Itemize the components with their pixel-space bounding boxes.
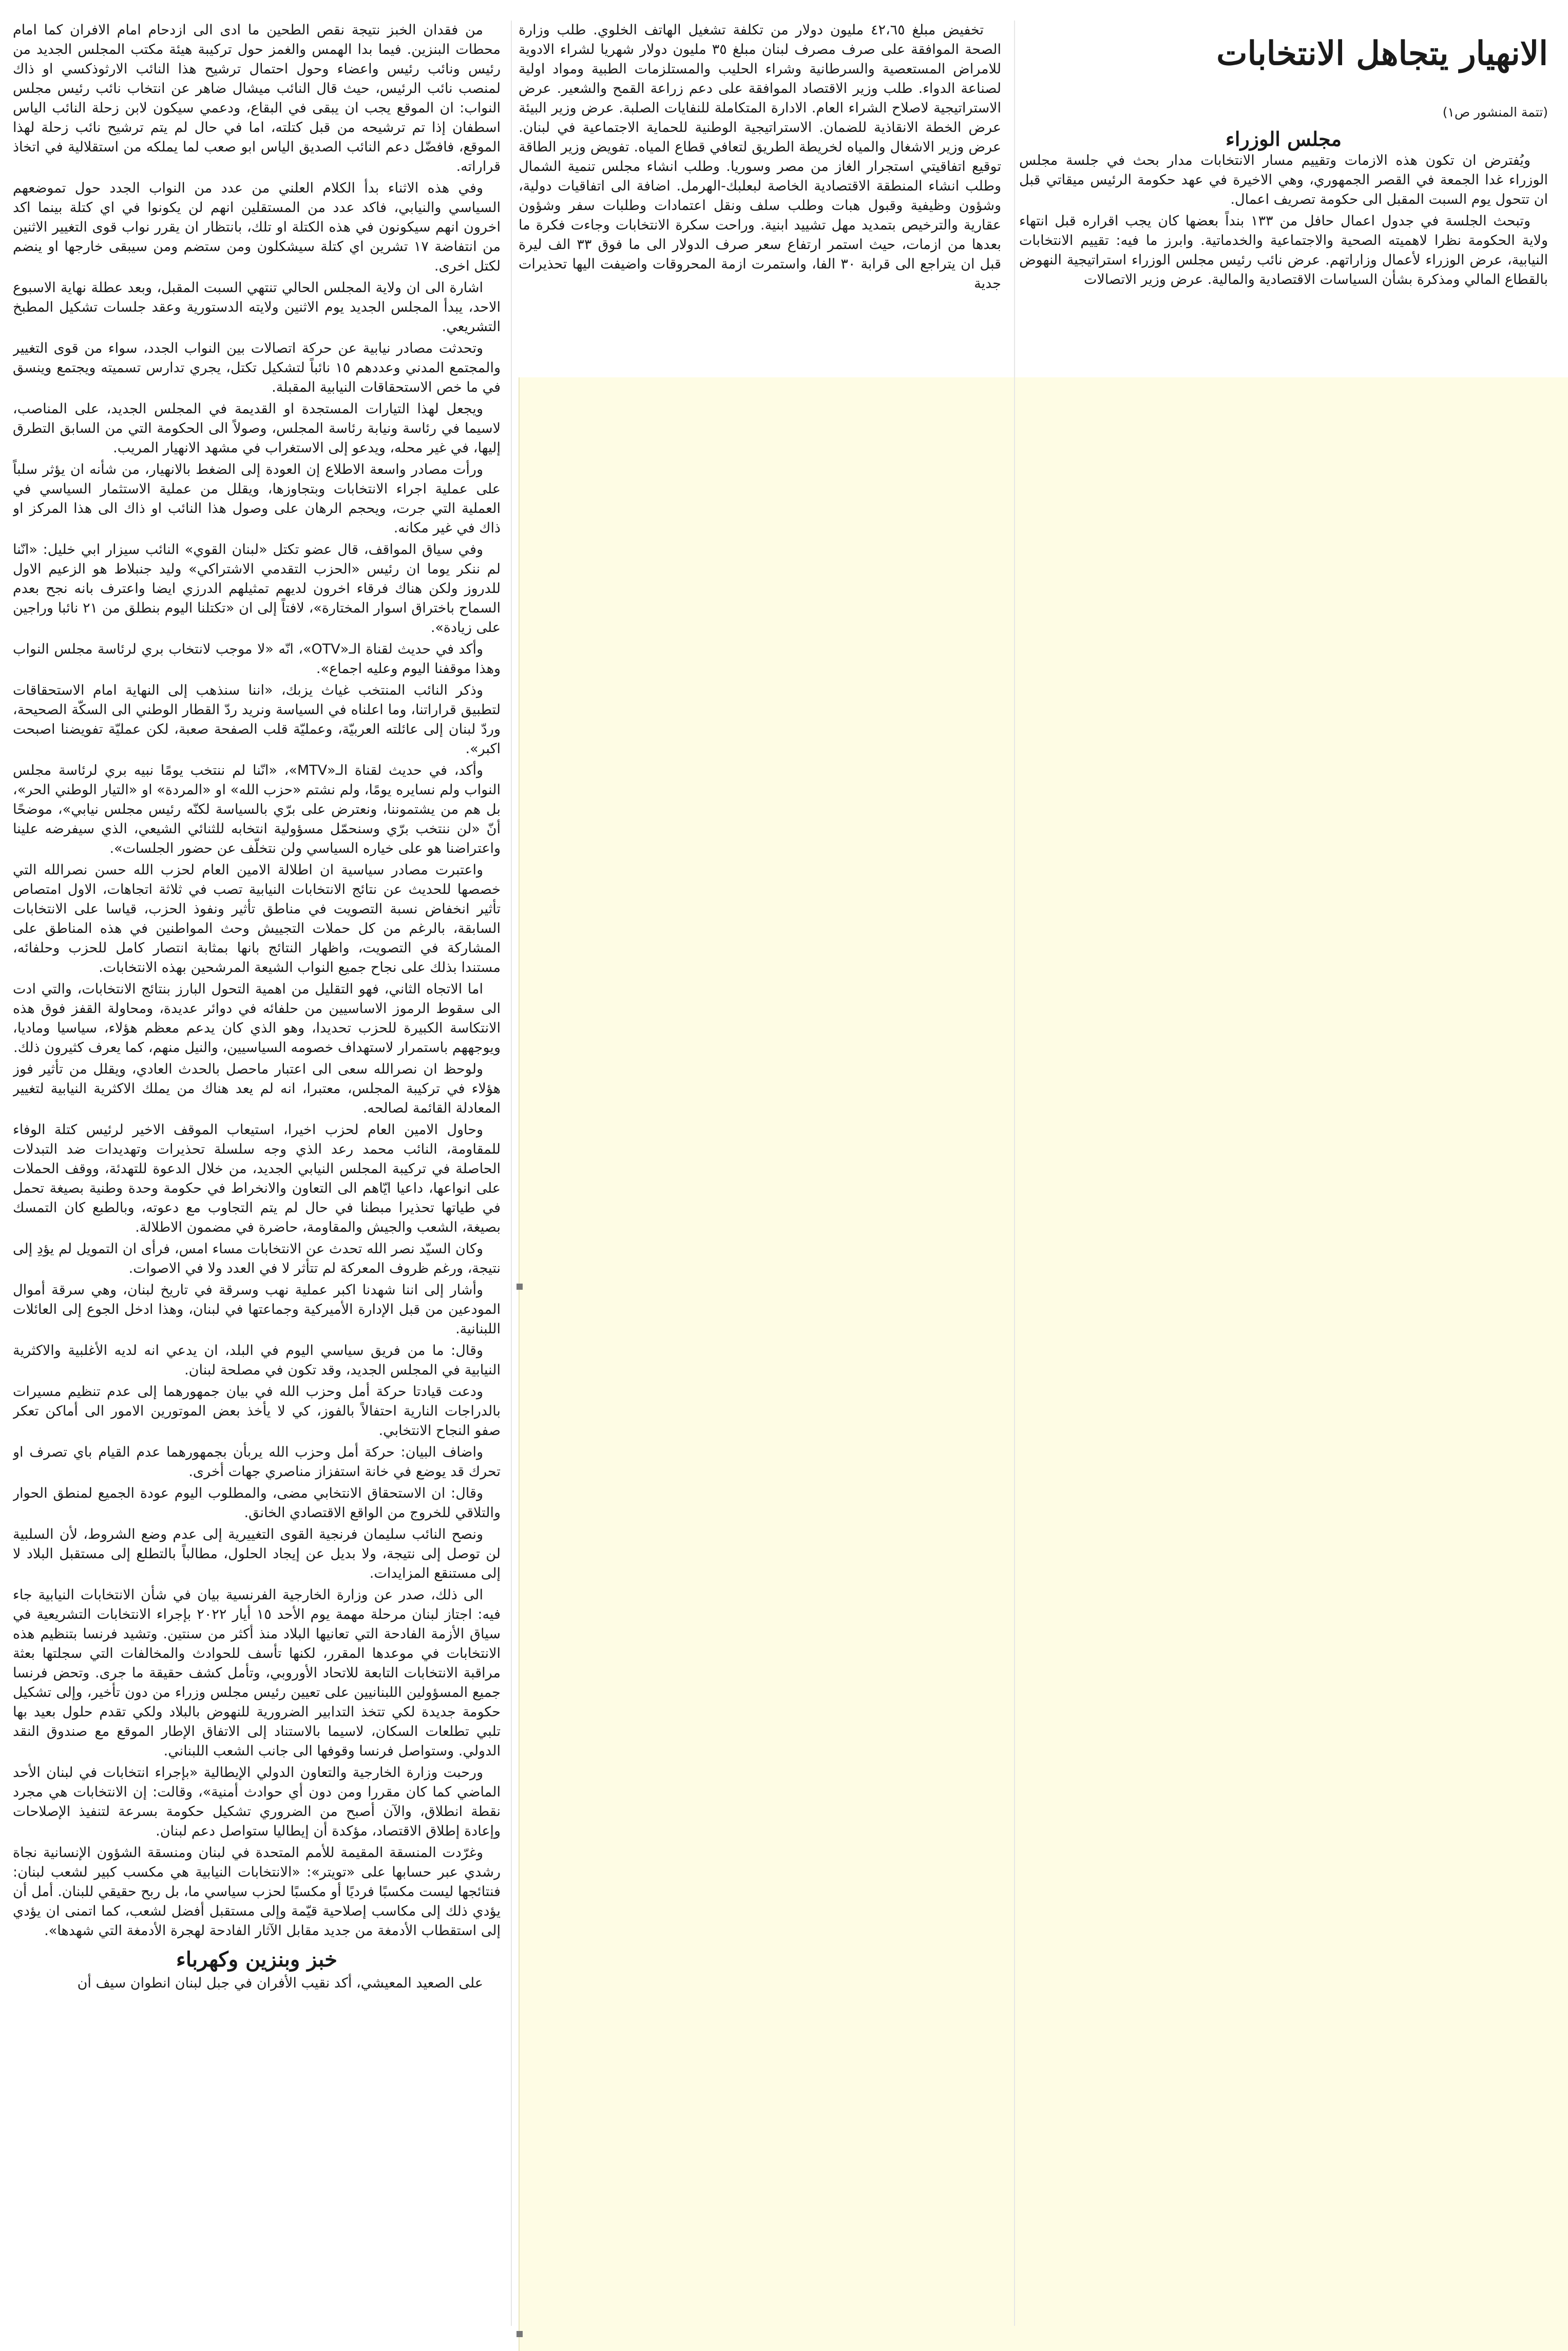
paragraph: وأشار إلى اننا شهدنا اكبر عملية نهب وسرقة في تاريخ لبنان، وهي سرقة أموال المودعين من قبل الإدارة الأميركية وجماعتها في لبنان، وهذا ادخل الجوع إلى العائلات اللبنانية. xyxy=(13,1282,501,1337)
paragraph: ويجعل لهذا التيارات المستجدة او القديمة في المجلس الجديد، على المناصب، لاسيما في رئاسة ونيابة رئاسة المجلس، وصولاً الى الحكومة التي من السابق التطرق إليها، في غير محله، ويدعو إلى الاستغراب في مشهد الانهيار المريب. xyxy=(13,401,501,456)
paragraph: تخفيض مبلغ ٤٢،٦٥ مليون دولار من تكلفة تشغيل الهاتف الخلوي. طلب وزارة الصحة الموافقة على صرف مصرف لبنان مبلغ ٣٥ مليون دولار شهريا لشراء الادوية للامراض المستعصية والسرطانية وشراء الحليب والمستلزمات الطبية ومواد اولية لصناعة الدواء. طلب وزير الاقتصاد الموافقة على دعم زراعة القمح والشعير. عرض الاستراتيجية لاصلاح الشراء العام. الادارة المتكاملة للنفايات الصلبة. عرض وزير البيئة عرض الخطة الانقاذية للضمان. الاستراتيجية الوطنية للحماية الاجتماعية في لبنان. عرض وزير الاشغال والمياه لخريطة الطريق لتعافي قطاع المياه. تفويض وزير الطاقة توقيع اتفاقيتي استجرار الغاز من مصر وسوريا. وطلب انشاء مجلس تنمية الشمال وطلب انشاء المنطقة الاقتصادية الخاصة لبعلبك-الهرمل. اضافة الى اتفاقيات دولية، وشؤون وظيفية وقبول هبات وطلب سلف ونقل اعتمادات وطلبات سفر وشؤون عقارية والترخيص بتمديد مهل تشييد ابنية. وراحت سكرة الانتخابات وجاءت فكرة ما بعدها من ازمات، حيث استمر ارتفاع سعر صرف الدولار الى ما فوق ٣٣ الف ليرة قبل ان يتراجع الى قرابة ٣٠ الفا، واستمرت ازمة المحروقات واضيفت اليها تحذيرات جدية xyxy=(519,22,1001,292)
column-divider xyxy=(511,21,512,2326)
paragraph: واضاف البيان: حركة أمل وحزب الله يربأن بجمهورهما عدم القيام باي تصرف او تحرك قد يوضع في خانة استفزاز مناصري جهات أخرى. xyxy=(13,1444,501,1480)
paragraph: وغرّدت المنسقة المقيمة للأمم المتحدة في لبنان ومنسقة الشؤون الإنسانية نجاة رشدي عبر حسابها على «تويتر»: «الانتخابات النيابية هي مكسب كبير لشعب لبنان: فنتائجها ليست مكسبًا فرديًا أو مكسبًا لحزب سياسي ما، بل ربح حقيقي للبنان. أمل أن يؤدي ذلك إلى مكاسب إصلاحية قيّمة وإلى مستقبل أفضل لشعب، كما اتمنى ان يؤدي إلى استقطاب الأدمغة من جديد مقابل الآثار الفادحة لهجرة الأدمغة التي شهدها». xyxy=(13,1845,501,1939)
paragraph: وفي سياق المواقف، قال عضو تكتل «لبنان القوي» النائب سيزار ابي خليل: «انّنا لم ننكر يوما ان رئيس «الحزب التقدمي الاشتراكي» وليد جنبلاط هو الزعيم الاول للدروز ولكن هناك فرقاء اخرون لديهم تمثيلهم الدرزي ايضا واعترف بانه نجح بعدم السماح باختراق اسوار المختارة»، لافتاً إلى ان «تكتلنا اليوم بنطلق من ٢١ نائبا وراجين على زيادة». xyxy=(13,542,501,636)
paragraph: ويُفترض ان تكون هذه الازمات وتقييم مسار الانتخابات مدار بحث في جلسة مجلس الوزراء غدا الجمعة في القصر الجمهوري، وهي الاخيرة في عهد حكومة الرئيس ميقاتي قبل ان تتحول يوم السبت المقبل الى حكومة تصريف اعمال. xyxy=(1019,152,1548,207)
article-column-right xyxy=(1019,21,1548,380)
paragraph: ورأت مصادر واسعة الاطلاع إن العودة إلى الضغط بالانهيار، من شأنه ان يؤثر سلباً على عملية اجراء الانتخابات وبتجاوزها، ويقلل من عملية الاستثمار السياسي في العملية التي جرت، ويحجم الرهان على وصول هذا النائب او ذاك الى هذا المركز او ذاك في غير مكانه. xyxy=(13,462,501,536)
paragraph: وفي هذه الاثناء بدأ الكلام العلني من عدد من النواب الجدد حول تموضعهم السياسي والنيابي، فاكد عدد من المستقلين انهم لن يكونوا في اي كتلة بينما اكد اخرون انهم سيكونون في هذه الكتلة او تلك، بانتظار ان يقرر نواب قوى التغيير الاثنين من انتفاضة ١٧ تشرين اي كتلة سيشكلون ومن ستضم ومن سيبقى خارجها او ينضم لكتل اخرى. xyxy=(13,180,501,274)
paragraph: وتبحث الجلسة في جدول اعمال حافل من ١٣٣ بنداً بعضها كان يجب اقراره قبل انتهاء ولاية الحكومة نظرا لاهميته الصحية والاجتماعية والخدماتية. وابرز ما فيه: تقييم الانتخابات النيابية، عرض الوزراء لأعمال وزاراتهم. عرض نائب رئيس مجلس الوزراء استراتيجية النهوض بالقطاع المالي ومذكرة بشأن السياسات الاقتصادية والمالية. عرض وزير الاتصالات xyxy=(1019,213,1548,288)
column-divider xyxy=(1014,21,1015,2326)
continued-from-note: (تتمة المنشور ص١) xyxy=(1442,105,1548,120)
paragraph: ورحبت وزارة الخارجية والتعاون الدولي الإيطالية «بإجراء انتخابات في لبنان الأحد الماضي كما كان مقررا ومن دون أي حوادث أمنية»، وقالت: إن الانتخابات هي مجرد نقطة انطلاق، والآن أصبح من الضروري تشكيل حكومة بسرعة لتنفيذ الإصلاحات وإعادة إطلاق الاقتصاد، مؤكدة أن إيطاليا ستواصل دعم لبنان. xyxy=(13,1765,501,1839)
paragraph: على الصعيد المعيشي، أكد نقيب الأفران في جبل لبنان انطوان سيف أن xyxy=(77,1975,483,1991)
article-headline: الانهيار يتجاهل الانتخابات xyxy=(1216,34,1548,73)
paragraph: وتحدثت مصادر نيابية عن حركة اتصالات بين النواب الجدد، سواء من قوى التغيير والمجتمع المدني وعددهم ١٥ نائباً لتشكيل تكتل، يجري تدارس تسميته ويجتمع وينسق في ما خص الاستحقاقات النيابية المقبلة. xyxy=(13,340,501,395)
paragraph: وأكد، في حديث لقناة الـ«MTV»، «انّنا لم ننتخب يومًا نبيه بري لرئاسة مجلس النواب ولم نسايره يومًا، ولم نشتم «حزب الله» او «المردة» او «التيار الوطني الحر»، بل هم من يشتموننا، ونعترض على برّي بالسياسة لكنّه رئيس مجلس نيابي»، موضحًا أنّ «لن ننتخب برّي وسنحمّل مسؤولية انتخابه للثنائي الشيعي، الذي سيفرضه علينا واعتراضنا هو على خياره السياسي ولن نتخلّف عن حضور الجلسات». xyxy=(13,762,501,856)
paragraph: ونصح النائب سليمان فرنجية القوى التغييرية إلى عدم وضع الشروط، لأن السلبية لن توصل إلى نتيجة، ولا بديل عن إيجاد الحلول، مطالباً بالتطلع إلى مستقبل البلاد لا إلى مستنقع المزايدات. xyxy=(13,1526,501,1581)
blank-yellow-panel xyxy=(519,377,1568,2351)
section-subhead: مجلس الوزراء xyxy=(1225,127,1342,150)
paragraph: اما الاتجاه الثاني، فهو التقليل من اهمية التحول البارز بنتائج الانتخابات، والتي ادت الى سقوط الرموز الاساسيين من حلفائه في دوائر عديدة، ومحاولة القفز فوق هذه الانتكاسة الكبيرة للحزب تحديدا، وهو الذي كان يدعم معظم هؤلاء، سياسيا وماديا، ويوجههم باستمرار لاستهداف خصومه السياسيين، والنيل منهم، كما يعرف كثيرون ذلك. xyxy=(13,981,501,1056)
paragraph: وقال: ما من فريق سياسي اليوم في البلد، ان يدعي انه لديه الأغلبية والاكثرية النيابية في المجلس الجديد، وقد تكون في مصلحة لبنان. xyxy=(13,1343,501,1378)
paragraph: وكان السيّد نصر الله تحدث عن الانتخابات مساء امس، فرأى ان التمويل لم يؤدِ إلى نتيجة، ورغم ظروف المعركة لم تتأثر لا في العدد ولا في الاصوات. xyxy=(13,1241,501,1276)
article-column-left xyxy=(13,21,501,2316)
margin-mark xyxy=(517,2331,523,2337)
paragraph: واعتبرت مصادر سياسية ان اطلالة الامين العام لحزب الله حسن نصرالله التي خصصها للحديث عن نتائج الانتخابات النيابية تصب في ثلاثة اتجاهات، الاول امتصاص تأثير انخفاض نسبة التصويت في مناطق تأثير ونفوذ الحزب، قياسا على الانتخابات السابقة، بالرغم من كل حملات التجييش وحث المواطنين في هذه المناطق على المشاركة في التصويت، واظهار النتائج بانها بمثابة انتصار كامل للحزب وحلفائه، مستندا بذلك على نجاح جميع النواب الشيعة المرشحين بهذه الانتخابات. xyxy=(13,862,501,976)
section-subhead: خبز وبنزين وكهرباء xyxy=(176,1947,337,1972)
paragraph: وأكد في حديث لقناة الـ«OTV»، انّه «لا موجب لانتخاب بري لرئاسة مجلس النواب وهذا موقفنا اليوم وعليه اجماع». xyxy=(13,641,501,677)
paragraph: وذكر النائب المنتخب غياث يزبك، «اننا سنذهب إلى النهاية امام الاستحقاقات لتطبيق قراراتنا، وما اعلناه في السياسة ونريد ردّ القطار الوطني الى السكّة الصحيحة، وردّ لبنان إلى عائلته العربيّة، وعمليّة قلب الصفحة صعبة، لكن عمليّة تفويضنا اصبحت اكبر». xyxy=(13,682,501,757)
paragraph: ولوحظ ان نصرالله سعى الى اعتبار ماحصل بالحدث العادي، ويقلل من تأثير فوز هؤلاء في تركيبة المجلس، معتبرا، انه لم يعد هناك من يملك الاكثرية النيابية لتغيير المعادلة القائمة لصالحه. xyxy=(13,1061,501,1116)
paragraph: وقال: ان الاستحقاق الانتخابي مضى، والمطلوب اليوم عودة الجميع لمنطق الحوار والتلاقي للخروج من الواقع الاقتصادي الخانق. xyxy=(13,1485,501,1521)
paragraph: اشارة الى ان ولاية المجلس الحالي تنتهي السبت المقبل، وبعد عطلة نهاية الاسبوع الاحد، يبدأ المجلس الجديد يوم الاثنين ولايته الدستورية وعقد جلسات تشكيل المطبخ التشريعي. xyxy=(13,280,501,335)
paragraph: من فقدان الخبز نتيجة نقص الطحين ما ادى الى ازدحام امام الافران كما امام محطات البنزين. فيما بدا الهمس والغمز حول تركيبة هيئة مكتب المجلس الجديد من رئيس ونائب رئيس واعضاء وحول احتمال ترشيح هذا النائب الارثوذكسي او ذاك لمنصب نائب الرئيس، حيث قال النائب ميشال ضاهر عن انتخاب نائب رئيس مجلس النواب: ان الموقع يجب ان يبقى في البقاع، ودعمي سيكون لابن زحلة النائب الياس اسطفان إذا تم ترشيحه من قبل كتلته، اما في حال لم يتم ترشيح نائب زحلة لهذا الموقع، فافضّل دعم النائب الصديق الياس ابو صعب لما يملكه من استقلالية في اتخاذ قراراته. xyxy=(13,22,501,175)
paragraph: ودعت قيادتا حركة أمل وحزب الله في بيان جمهورهما إلى عدم تنظيم مسيرات بالدراجات النارية احتفالاً بالفوز، كي لا يأخذ بعض الموتورين الامور الى أماكن تعكر صفو النجاح الانتخابي. xyxy=(13,1384,501,1439)
paragraph: الى ذلك، صدر عن وزارة الخارجية الفرنسية بيان في شأن الانتخابات النيابية جاء فيه: اجتاز لبنان مرحلة مهمة يوم الأحد ١٥ أيار ٢٠٢٢ بإجراء الانتخابات التشريعية في سياق الأزمة الفادحة التي تعانيها البلاد منذ أكثر من سنتين. وتشيد فرنسا بتنظيم هذه الانتخابات في موعدها المقرر، لكنها تأسف للحوادث والمخالفات التي سجلتها بعثة مراقبة الانتخابات التابعة للاتحاد الأوروبي، وتأمل كشف حقيقة ما جرى. وتحض فرنسا جميع المسؤولين اللبنانيين على تعيين رئيس مجلس وزراء من دون تأخير، وإلى تشكيل حكومة جديدة لكي تتخذ التدابير الضرورية للنهوض بالبلاد ولكي تقدم حلول بعيد بها تلبي تطلعات السكان، لاسيما بالاستناد إلى الاتفاق الإطار الموقع مع صندوق النقد الدولي. وستواصل فرنسا وقوفها الى جانب الشعب اللبناني. xyxy=(13,1587,501,1759)
margin-mark xyxy=(517,1284,523,1290)
article-column-middle xyxy=(519,21,1001,375)
paragraph: وحاول الامين العام لحزب اخيرا، استيعاب الموقف الاخير لرئيس كتلة الوفاء للمقاومة، النائب محمد رعد الذي وجه سلسلة تحذيرات وتهديدات ضد التبدلات الحاصلة في تركيبة المجلس النيابي الجديد، من خلال الدعوة للتهدئة، ووقف الحملات على انواعها، داعيا ايّاهم الى التعاون والانخراط في حكومة وحدة وطنية بصيغة تحمل في طياتها تحذيرا مبطنا في حال لم يتم التجاوب مع دعوته، وبالطبع كان التمسك بصيغة، الشعب والجيش والمقاومة، حاضرة في مضمون الاطلالة. xyxy=(13,1122,501,1235)
